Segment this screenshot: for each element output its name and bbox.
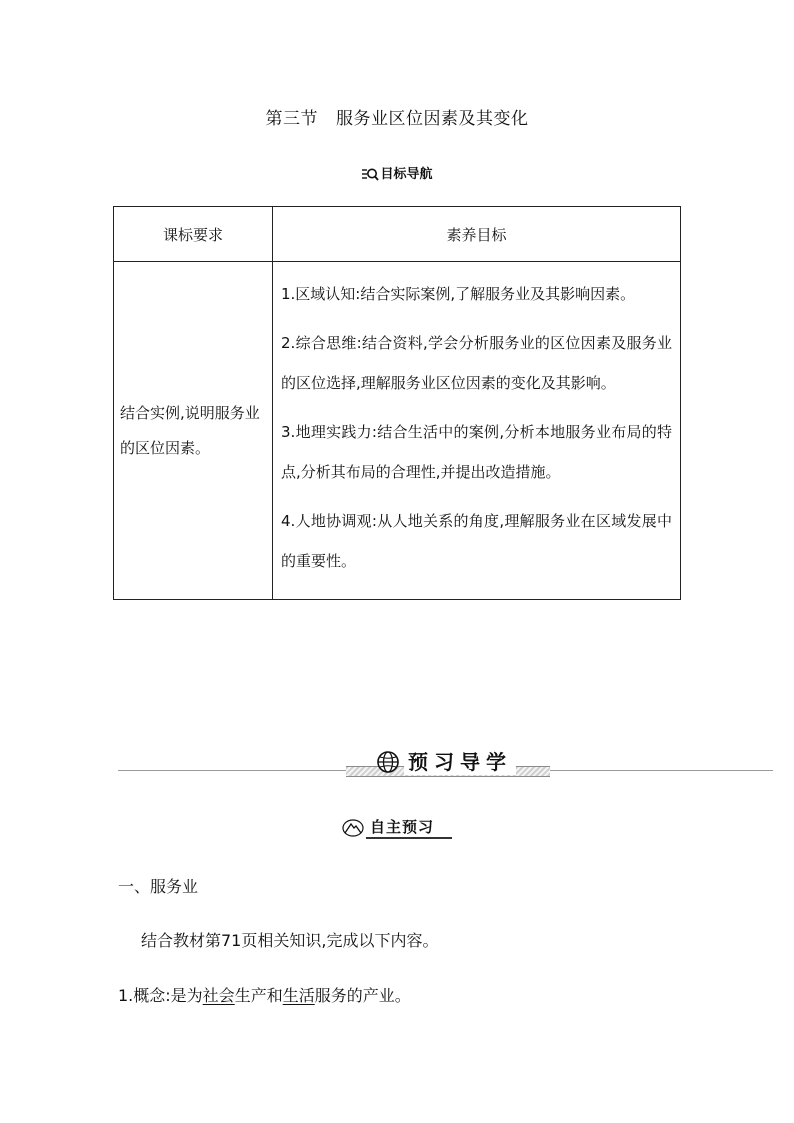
banner-title: 预习导学 bbox=[404, 749, 516, 775]
section-number: 第三节 bbox=[265, 109, 318, 129]
goal-item: 3.地理实践力:结合生活中的案例,分析本地服务业布局的特点,分析其布局的合理性,并提出改造措施。 bbox=[281, 423, 672, 481]
globe-icon bbox=[376, 750, 400, 774]
target-nav-heading bbox=[0, 163, 794, 182]
section-title: 服务业区位因素及其变化 bbox=[336, 109, 529, 129]
goal-item: 1.区域认知:结合实际案例,了解服务业及其影响因素。 bbox=[281, 285, 636, 303]
answer-blank: 生活 bbox=[282, 986, 315, 1005]
table-header-row bbox=[114, 207, 681, 262]
goal-item: 4.人地协调观:从人地关系的角度,理解服务业在区域发展中的重要性。 bbox=[281, 512, 672, 570]
subsection-title: 自主预习 bbox=[370, 818, 435, 836]
goals-table bbox=[113, 206, 681, 600]
concept-line bbox=[118, 983, 411, 1006]
subsection-underline bbox=[366, 837, 452, 839]
banner-rule-right bbox=[550, 770, 773, 771]
col-header-requirement: 课标要求 bbox=[114, 207, 273, 262]
concept-middle: 生产和 bbox=[234, 986, 283, 1005]
requirement-cell: 结合实例,说明服务业的区位因素。 bbox=[114, 262, 273, 600]
concept-prefix: 1.概念:是为 bbox=[118, 986, 203, 1005]
answer-blank: 社会 bbox=[202, 986, 235, 1005]
preview-banner bbox=[118, 748, 773, 782]
goals-cell bbox=[273, 262, 681, 600]
goal-item: 2.综合思维:结合资料,学会分析服务业的区位因素及服务业的区位选择,理解服务业区位因素的变化及其影响。 bbox=[281, 334, 672, 392]
magnifier-icon bbox=[361, 167, 379, 181]
instruction-text: 结合教材第71页相关知识,完成以下内容。 bbox=[141, 931, 439, 950]
concept-suffix: 服务的产业。 bbox=[314, 986, 411, 1005]
col-header-goals: 素养目标 bbox=[273, 207, 681, 262]
banner-rule-left bbox=[118, 770, 346, 771]
table-row bbox=[114, 262, 681, 600]
mountain-icon bbox=[342, 819, 364, 837]
page-title bbox=[0, 104, 794, 129]
content-heading: 一、服务业 bbox=[118, 877, 199, 896]
nav-heading-text: 目标导航 bbox=[380, 167, 433, 182]
